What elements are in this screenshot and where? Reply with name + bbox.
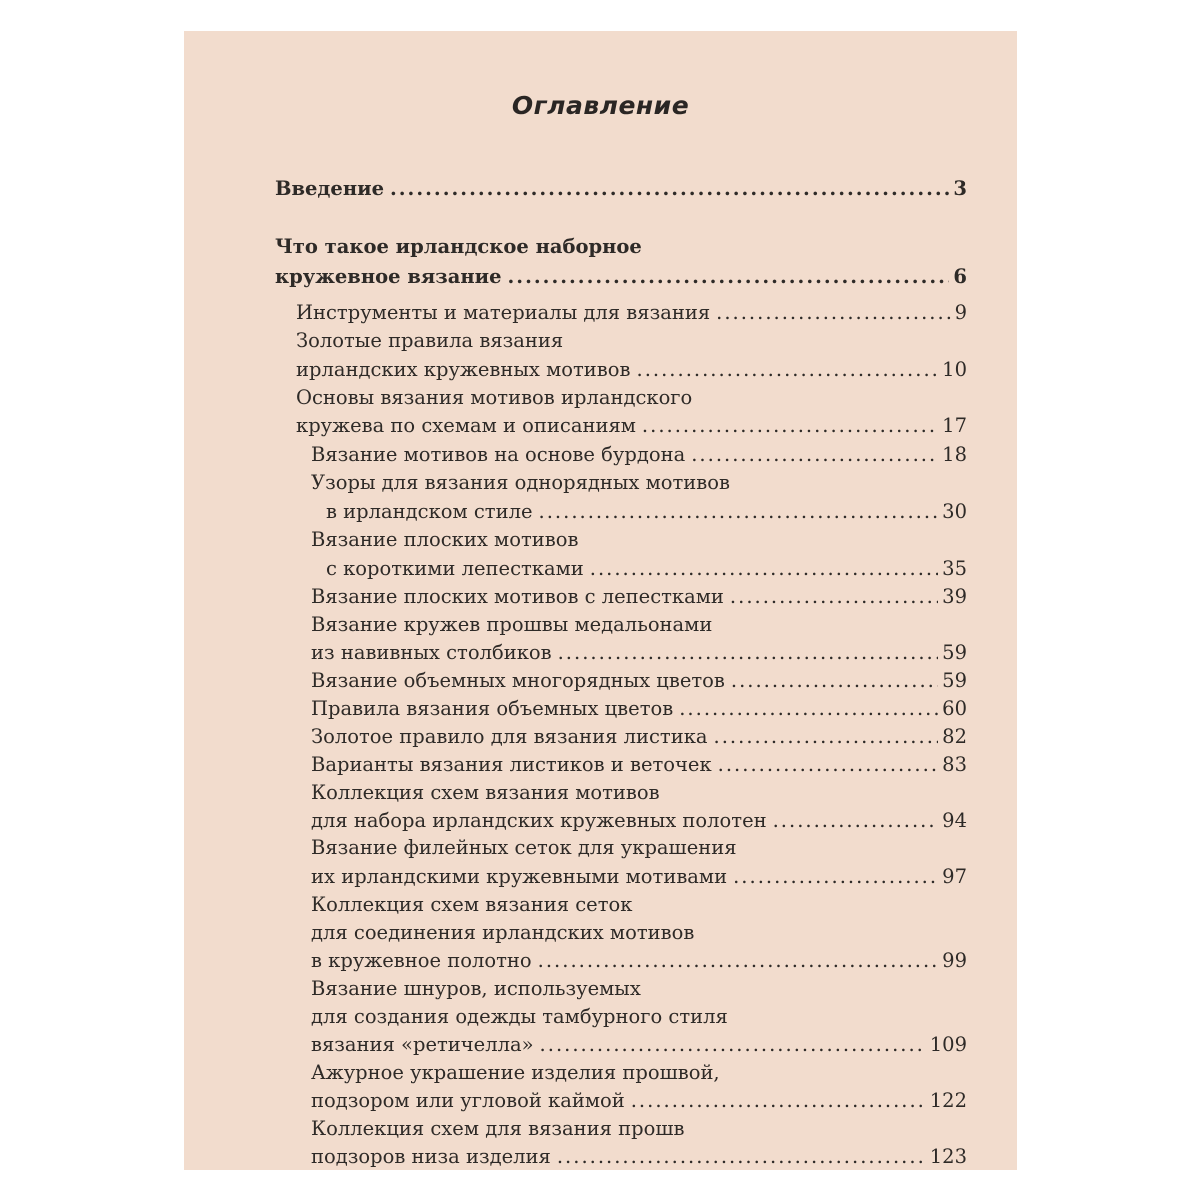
toc-page-number: 82: [942, 725, 967, 748]
dot-leader: [540, 1031, 926, 1059]
toc-entry-title: для создания одежды тамбурного стиля: [311, 1005, 728, 1028]
toc-line: [311, 807, 967, 835]
dot-leader: [733, 863, 938, 891]
toc-line: [296, 356, 967, 384]
toc-line: [311, 667, 967, 695]
toc-line: [311, 947, 967, 975]
toc-line: [296, 412, 967, 440]
toc-entry-title: для соединения ирландских мотивов: [311, 921, 695, 944]
dot-leader: [731, 667, 938, 695]
toc-entry-title: Правила вязания объемных цветов: [311, 697, 674, 720]
toc-entry-title: подзоров низа изделия: [311, 1145, 551, 1168]
toc-line: [311, 863, 967, 891]
toc-line: [296, 384, 967, 412]
toc-entry-title: Коллекция схем вязания мотивов: [311, 781, 660, 804]
toc-entry-title: Ажурное украшение изделия прошвой,: [311, 1061, 720, 1084]
toc-line: [311, 891, 967, 919]
toc-line: [311, 1003, 967, 1031]
book-page: [184, 31, 1017, 1170]
dot-leader: [637, 356, 939, 384]
dot-leader: [730, 583, 938, 611]
dot-leader: [390, 175, 949, 203]
toc-page-number: 10: [942, 358, 967, 381]
toc-entry-title: Золотое правило для вязания листика: [311, 725, 708, 748]
toc-line: [296, 327, 967, 355]
toc-line: [296, 299, 967, 327]
dot-leader: [557, 1143, 926, 1171]
toc-page-number: 60: [942, 697, 967, 720]
toc-page-number: 59: [942, 641, 967, 664]
toc-line: [326, 555, 967, 583]
toc-entry-title: из навивных столбиков: [311, 641, 552, 664]
toc-entry-title: для набора ирландских кружевных полотен: [311, 809, 767, 832]
page-heading: Оглавление: [511, 91, 690, 120]
dot-leader: [558, 639, 939, 667]
toc-page-number: 18: [942, 443, 967, 466]
toc-page-number: 122: [929, 1089, 967, 1112]
dot-leader: [714, 723, 939, 751]
dot-leader: [631, 1087, 926, 1115]
toc-entry-title: кружева по схемам и описаниям: [296, 414, 636, 437]
toc-line: [311, 1031, 967, 1059]
toc-entry-title: Узоры для вязания однорядных мотивов: [311, 471, 730, 494]
toc-page-number: 59: [942, 669, 967, 692]
toc-line: [311, 469, 967, 497]
toc-line: [311, 1115, 967, 1143]
toc-line: [311, 583, 967, 611]
toc-line: [311, 919, 967, 947]
toc-line: [275, 233, 967, 261]
toc-page-number: 35: [942, 557, 967, 580]
toc-line: [311, 441, 967, 469]
toc-page-number: 30: [942, 500, 967, 523]
toc-page-number: 9: [954, 301, 967, 324]
toc-page-number: 97: [942, 865, 967, 888]
toc-line: [311, 526, 967, 554]
toc-entry-title: с короткими лепестками: [326, 557, 584, 580]
toc-line: [275, 175, 967, 203]
toc-entry-title: Вязание мотивов на основе бурдона: [311, 443, 686, 466]
toc-line: [311, 1059, 967, 1087]
toc-entry-title: Варианты вязания листиков и веточек: [311, 753, 712, 776]
toc-entry-title: ирландских кружевных мотивов: [296, 358, 631, 381]
toc-page-number: 3: [953, 177, 967, 200]
toc-entry-title: Золотые правила вязания: [296, 329, 564, 352]
toc-entry-title: вязания «ретичелла»: [311, 1033, 534, 1056]
dot-leader: [508, 263, 950, 291]
toc-entry-title: их ирландскими кружевными мотивами: [311, 865, 728, 888]
dot-leader: [590, 555, 938, 583]
toc-line: [311, 751, 967, 779]
toc-line: [311, 611, 967, 639]
toc-entry-title: Вязание шнуров, используемых: [311, 977, 641, 1000]
dot-leader: [679, 695, 938, 723]
dot-leader: [773, 807, 939, 835]
toc-entry-title: Вязание филейных сеток для украшения: [311, 836, 737, 859]
toc-entry-title: Вязание плоских мотивов: [311, 528, 579, 551]
toc-line: [311, 1087, 967, 1115]
toc-entry-title: в ирландском стиле: [326, 500, 533, 523]
toc-entry-title: Введение: [275, 177, 384, 200]
toc-page-number: 109: [929, 1033, 967, 1056]
toc-line: [311, 834, 967, 862]
toc-entry-title: Вязание кружев прошвы медальонами: [311, 613, 713, 636]
toc-line: [311, 639, 967, 667]
toc-page-number: 17: [942, 414, 967, 437]
dot-leader: [691, 441, 938, 469]
toc-entry-title: Что такое ирландское наборное: [275, 235, 642, 258]
toc-page-number: 39: [942, 585, 967, 608]
toc-page-number: 83: [942, 753, 967, 776]
toc-entry-title: Инструменты и материалы для вязания: [296, 301, 711, 324]
toc-page-number: 99: [942, 949, 967, 972]
toc-entry-title: Основы вязания мотивов ирландского: [296, 386, 693, 409]
toc-entry-title: Коллекция схем для вязания прошв: [311, 1117, 685, 1140]
toc-line: [311, 723, 967, 751]
dot-leader: [642, 412, 938, 440]
toc-line: [311, 1143, 967, 1171]
toc-line: [326, 498, 967, 526]
toc-line: [311, 975, 967, 1003]
toc-entry-title: Вязание плоских мотивов с лепестками: [311, 585, 724, 608]
toc-page-number: 94: [942, 809, 967, 832]
dot-leader: [539, 498, 939, 526]
toc-entry-title: подзором или угловой каймой: [311, 1089, 625, 1112]
toc-entry-title: в кружевное полотно: [311, 949, 532, 972]
toc-page-number: 6: [953, 265, 967, 288]
toc-line: [311, 695, 967, 723]
toc-entry-title: Вязание объемных многорядных цветов: [311, 669, 725, 692]
dot-leader: [716, 299, 950, 327]
dot-leader: [718, 751, 939, 779]
toc-line: [275, 263, 967, 291]
toc-entry-title: Коллекция схем вязания сеток: [311, 893, 633, 916]
toc-line: [311, 779, 967, 807]
toc-page-number: 123: [929, 1145, 967, 1168]
dot-leader: [538, 947, 939, 975]
toc-entry-title: кружевное вязание: [275, 265, 502, 288]
